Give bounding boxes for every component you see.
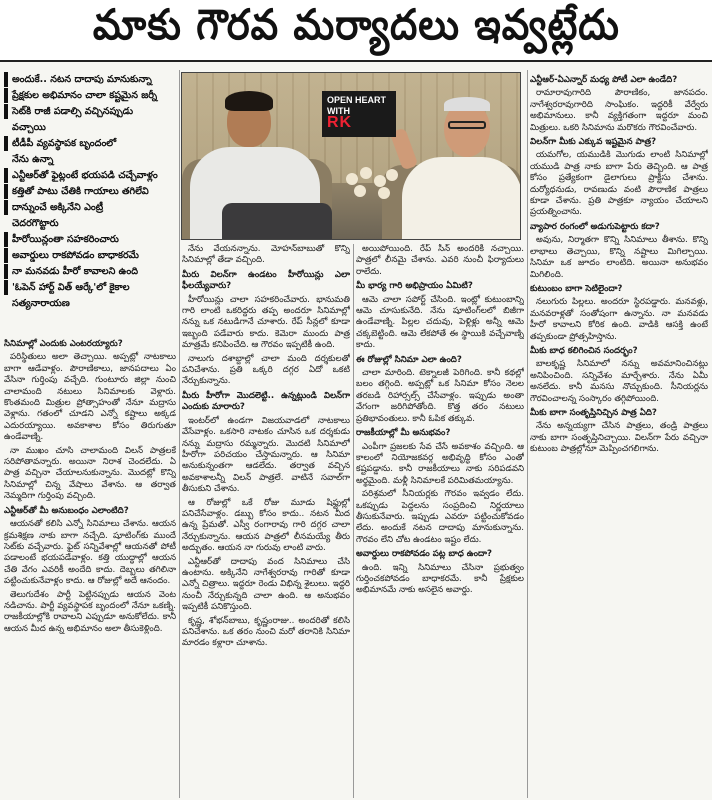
highlight-item: అవార్డులు రాకపోవడం బాధాకరమే (4, 248, 172, 263)
photo-flowers (342, 165, 402, 205)
headline-banner (0, 0, 712, 62)
logo-line-3: RK (327, 114, 353, 131)
highlight-item: ఎన్టీఆర్‌తో ఫైట్లంటే భయపడి చచ్చేవాళ్లం (4, 168, 172, 183)
article-paragraph: నేను అన్నయ్యగా చేసిన పాత్రలు, తండ్రి పాత్రలు నాకు బాగా సంతృప్తినిచ్చాయి. విలన్‌గా పేరు వచ్చినా కుటుంబ పాత్రల్లోనూ మెప్పించగలిగాను. (530, 421, 708, 455)
photo-host-glasses (448, 121, 486, 129)
article-column-2 (182, 244, 350, 798)
interview-question: ఎన్టీఆర్-ఏఎన్నార్ మధ్య పోటీ ఎలా ఉండేది? (530, 75, 678, 85)
article-paragraph: పరిశ్రమలో సీనియర్లకు గౌరవం ఇవ్వడం లేదు. ఒకప్పుడు పెద్దలను సంప్రదించి నిర్ణయాలు తీసుకునేవారు. ఇప్పుడు ఎవరూ పట్టించుకోవడం లేదు. అందుకే నటన దాదాపు మానుకున్నాను. గౌరవం లేని చోట ఉండటం ఇష్టం లేదు. (356, 489, 524, 545)
interview-question: మీ భార్య గారి అభిప్రాయం ఏమిటి? (356, 281, 473, 292)
article-paragraph: ఆ రోజుల్లో ఒకే రోజు మూడు షిఫ్టుల్లో పనిచేసేవాళ్లం. డబ్బు కోసం కాదు.. నటన మీద ఉన్న ప్రేమతో. ఎస్వీ రంగారావు గారి దగ్గర చాలా నేర్చుకున్నాను. ఆయన పాత్రలో లీనమయ్యే తీరు అద్భుతం. ఆయన నా గురువు లాంటి వారు. (182, 497, 350, 554)
interview-question: ఎన్టీఆర్‌తో మీ అనుబంధం ఎలాంటిది? (4, 505, 129, 516)
article-paragraph: పరిస్థితులు అలా తెచ్చాయి. అప్పట్లో నాటకాలు బాగా ఆడేవాళ్లం. పౌరాణికాలు, జానపదాలు ఏం వేసినా గుర్తింపు వచ్చేది. గుంటూరు జిల్లా నుంచి చాలామంది నటులు సినిమాలకు వెళ్లారు. కొంతమంది మిత్రుల ప్రోత్సాహంతో నేనూ మద్రాసు వెళ్లాను. గతంలో చూడని ఎన్నో కష్టాలు అక్కడ ఎదురయ్యాయి. అవకాశాల కోసం తిరుగుతూ ఉండేవాణ్ని. (4, 352, 176, 443)
interview-question: సినిమాల్లో ఎందుకు ఎంటరయ్యారు? (4, 339, 123, 349)
article-paragraph: ఎన్టీఆర్‌తో దాదాపు వంద సినిమాలు చేసి ఉంటాను. అక్కినేని నాగేశ్వరరావు గారితో కూడా ఎన్నో చిత్రాలు. ఇద్దరూ రెండు విభిన్న శైలులు. ఇద్దరి నుంచీ నేర్చుకున్నది చాలా ఉంది. ఆ అనుభవం ఇప్పటికీ పనికొస్తుంది. (182, 556, 350, 613)
interview-question: వ్యాపార రంగంలో అడుగుపెట్టారు కదా? (530, 221, 660, 232)
highlight-item: ప్రేక్షకుల అభిమానం చాలా కష్టమైన జర్నీ (4, 88, 172, 103)
highlight-item: దాన్నుంచే అక్కినేని ఎంట్రీ (4, 200, 172, 215)
article-paragraph: నలుగురు పిల్లలు. అందరూ స్థిరపడ్డారు. మనవళ్లు, మనవరాళ్లతో సంతోషంగా ఉన్నాను. నా మనవడు హీరో కావాలని కోరిక ఉంది. వాడికి ఆసక్తి ఉంటే తప్పకుండా ప్రోత్సహిస్తాను. (530, 297, 708, 342)
column-divider (353, 244, 354, 798)
highlight-item: టీడీపీ వ్యవస్థాపక బృందంలో (4, 136, 172, 151)
highlight-item: 'ఓపెన్ హార్ట్ విత్ ఆర్కే'లో కైకాల (4, 280, 172, 295)
highlights-sidebar (0, 70, 176, 334)
article-paragraph: రామారావుగారిది పౌరాణికం, జానపదం. నాగేశ్వరరావుగారిది సాంఘికం. ఇద్దరికీ వేర్వేరు అభిమానులు. కానీ వ్యక్తిగతంగా ఇద్దరూ మంచి మిత్రులు. ఒకరి సినిమాను మరొకరు గౌరవించేవారు. (530, 88, 708, 133)
photo-guest-legs (222, 203, 332, 240)
interview-question: మీకు బాగా సంతృప్తినిచ్చిన పాత్ర ఏది? (530, 407, 657, 418)
highlight-item: నేను ఉన్నా (12, 154, 54, 165)
article-paragraph: అవును, నిర్మాతగా కొన్ని సినిమాలు తీశాను. కొన్ని లాభాలు తెచ్చాయి, కొన్ని నష్టాలు మిగిల్చాయి. సినిమా ఒక జూదం లాంటిది. అయినా అనుభవం మిగిలింది. (530, 235, 708, 280)
column-divider (179, 70, 180, 798)
article-paragraph: చాలా మారింది. టెక్నాలజీ పెరిగింది. కానీ కథల్లో బలం తగ్గింది. అప్పట్లో ఒక సినిమా కోసం నెలల తరబడి రిహార్సల్స్ చేసేవాళ్లం. ఇప్పుడు అంతా వేగంగా జరిగిపోతోంది. కొత్త తరం నటులు ప్రతిభావంతులు. కానీ ఓపిక తక్కువ. (356, 368, 524, 424)
interview-photo (181, 72, 521, 240)
interview-question: మీకు బాధ కలిగించిన సందర్భం? (530, 345, 638, 356)
highlight-item: అందుకే.. నటన దాదాపు మానుకున్నా (4, 72, 172, 87)
logo-line-2: WITH (327, 106, 350, 116)
photo-host-hair (444, 97, 490, 111)
article-paragraph: అయిపోయింది. రేప్ సీన్ అందరికీ నచ్చాయి. పాత్రలో లీనమై చేశాను. ఎవరి నుంచీ ఫిర్యాదులు రాలేదు. (356, 244, 524, 277)
article-paragraph: కృష్ణ, శోభన్‌బాబు, కృష్ణంరాజు.. అందరితో కలిసి పనిచేశాను. ఒక తరం నుంచి మరో తరానికి సినిమా మారడం కళ్లారా చూశాను. (182, 615, 350, 649)
interview-question: మీరు హీరోగా మొదలెట్టి.. ఉన్నట్లుండి విలన్‌గా ఎందుకు మారారు? (182, 390, 350, 413)
highlight-item: నా మనవడు హీరో కావాలని ఉంది (4, 264, 172, 279)
highlight-item: కత్తితో పాటు చేతికి గాయాలు తగిలేవి (4, 184, 172, 199)
article-paragraph: ఇంటర్‌లో ఉండగా విజయవాడలో నాటకాలు వేసేవాళ్లం. ఒకసారి నాటకం చూసిన ఒక దర్శకుడు నన్ను మద్రాసు రమ్మన్నారు. మొదటి సినిమాలో హీరోగా పరిచయం చేస్తామన్నారు. ఆ సినిమా అనుకున్నంతగా ఆడలేదు. తర్వాత వచ్చిన అవకాశాలన్నీ విలన్ పాత్రలే. వాటినే సవాల్‌గా తీసుకుని చేశాను. (182, 415, 350, 495)
highlight-item: సెట్‌కి రాజీ పడాల్సి వచ్చినప్పుడు (4, 104, 172, 119)
article-paragraph: నేను వేయనన్నాను. మోహన్‌బాబుతో కొన్ని సినిమాల్లో తేడా వచ్చింది. (182, 244, 350, 266)
highlight-item: చెదరగొట్టారు (12, 218, 59, 229)
column-divider (527, 70, 528, 798)
article-column-3 (356, 244, 524, 798)
article-paragraph: ఎంపీగా ప్రజలకు సేవ చేసే అవకాశం వచ్చింది. ఆ కాలంలో నియోజకవర్గ అభివృద్ధి కోసం ఎంతో కష్టపడ్డాను. కానీ రాజకీయాలు నాకు సరిపడవని అర్థమైంది. మళ్లీ సినిమాలకే పరిమితమయ్యాను. (356, 441, 524, 486)
article-column-4 (530, 72, 708, 798)
article-paragraph: హీరోయిన్లు చాలా సహకరించేవారు. భానుమతి గారి లాంటి ఒకరిద్దరు తప్ప అందరూ సినిమాల్లో నన్ను ఒక నటుడిగానే చూశారు. రేప్ సీన్లలో కూడా ఇబ్బంది పడేవారు కాదు. కెమెరా ముందు పాత్ర మాత్రమే కనిపించేది. ఆ గౌరవం ఇప్పటికీ ఉంది. (182, 294, 350, 351)
logo-line-1: OPEN HEART (327, 95, 387, 105)
photo-host-body (402, 157, 521, 240)
headline-title: మాకు గౌరవ మర్యాదలు ఇవ్వట్లేదు (92, 0, 620, 49)
interview-question: మీరు విలన్‌గా ఉండటం హీరోయిన్లు ఎలా ఫీలయ్యేవారు? (182, 269, 350, 292)
article-column-1 (4, 336, 176, 798)
interview-question: విలన్‌గా మీకు ఎక్కువ ఇష్టమైన పాత్ర? (530, 137, 657, 148)
article-paragraph: నా ముఖం చూసి చాలామంది విలన్ పాత్రలకే సరిపోతావన్నారు. అయినా నిరాశ చెందలేదు. ఏ పాత్ర వచ్చినా చేయాలనుకున్నాను. మొదట్లో కొన్ని సినిమాల్లో చిన్న వేషాలు వేశాను. ఆ తర్వాత నెమ్మదిగా గుర్తింపు వచ్చింది. (4, 445, 176, 502)
article-paragraph: యమగోల, యముడికి మొగుడు లాంటి సినిమాల్లో యముడి పాత్ర నాకు బాగా పేరు తెచ్చింది. ఆ పాత్ర కోసం ప్రత్యేకంగా డైలాగులు ప్రాక్టీసు చేశాను. దుర్యోధనుడు, రావణుడు వంటి పౌరాణిక పాత్రలు కూడా చేశాను. ప్రతి పాత్రకూ న్యాయం చేయాలని ప్రయత్నించాను. (530, 150, 708, 218)
article-paragraph: ఆయనతో కలిసి ఎన్నో సినిమాలు చేశాను. ఆయన క్రమశిక్షణ నాకు బాగా నచ్చేది. షూటింగ్‌కు ముందే సెట్‌కు వచ్చేవారు. ఫైట్ సన్నివేశాల్లో ఆయనతో పోటీ పడాలంటే భయపడేవాళ్లం. కత్తి యుద్ధాల్లో ఆయన చేతి వేగం ఎవరికీ అందేది కాదు. దెబ్బలు తగిలినా పట్టించుకునేవాళ్లం కాదు. ఆ రోజుల్లో అదే ఆనందం. (4, 519, 176, 587)
article-paragraph: ఉంది. ఇన్ని సినిమాలు చేసినా ప్రభుత్వం గుర్తించకపోవడం బాధాకరమే. కానీ ప్రేక్షకుల అభిమానమే నాకు అసలైన అవార్డు. (356, 562, 524, 596)
article-paragraph: నాలుగు దశాబ్దాల్లో చాలా మంది దర్శకులతో పనిచేశాను. ప్రతి ఒక్కరి దగ్గర ఏదో ఒకటి నేర్చుకున్నాను. (182, 353, 350, 387)
interview-question: అవార్డులు రాకపోవడం పట్ల బాధ ఉందా? (356, 549, 492, 560)
article-paragraph: బాలకృష్ణ సినిమాలో నన్ను అవమానించినట్లు అనిపించింది. సన్నివేశం మార్చేశారు. నేను ఏమీ అనలేదు. కానీ మనసు నొచ్చుకుంది. సీనియర్లను గౌరవించాలన్న సంస్కారం తగ్గిపోయింది. (530, 359, 708, 404)
interview-question: కుటుంబం బాగా సెటిలైందా? (530, 283, 623, 294)
article-paragraph: తెలుగుదేశం పార్టీ పెట్టినప్పుడు ఆయన వెంట నడిచాను. పార్టీ వ్యవస్థాపక బృందంలో నేనూ ఒకణ్ని. రాజకీయాల్లోకి రావాలని ఎప్పుడూ అనుకోలేదు. కానీ ఆయన మీద ఉన్న అభిమానం అలా తీసుకెళ్లింది. (4, 589, 176, 634)
highlight-item: సత్యనారాయణ (12, 298, 70, 309)
interview-question: రాజకీయాల్లో మీ అనుభవం? (356, 428, 451, 439)
highlight-item: వచ్చాయి (12, 122, 46, 133)
highlight-item: హీరోయిన్లంతా సహకరించారు (4, 232, 172, 247)
article-paragraph: ఆమె చాలా సపోర్ట్ చేసింది. ఇంట్లో కుటుంబాన్ని ఆమె చూసుకునేది. నేను షూటింగ్‌లలో బిజీగా ఉండేవాణ్ని. పిల్లల చదువు, పెళ్లిళ్లు అన్నీ ఆమె చక్కబెట్టింది. ఆమె లేకపోతే ఈ స్థాయికి వచ్చేవాణ్ని కాదు. (356, 294, 524, 351)
interview-question: ఈ రోజుల్లో సినిమా ఎలా ఉంది? (356, 354, 462, 365)
photo-guest-hair (225, 91, 273, 111)
open-heart-logo (322, 91, 396, 137)
